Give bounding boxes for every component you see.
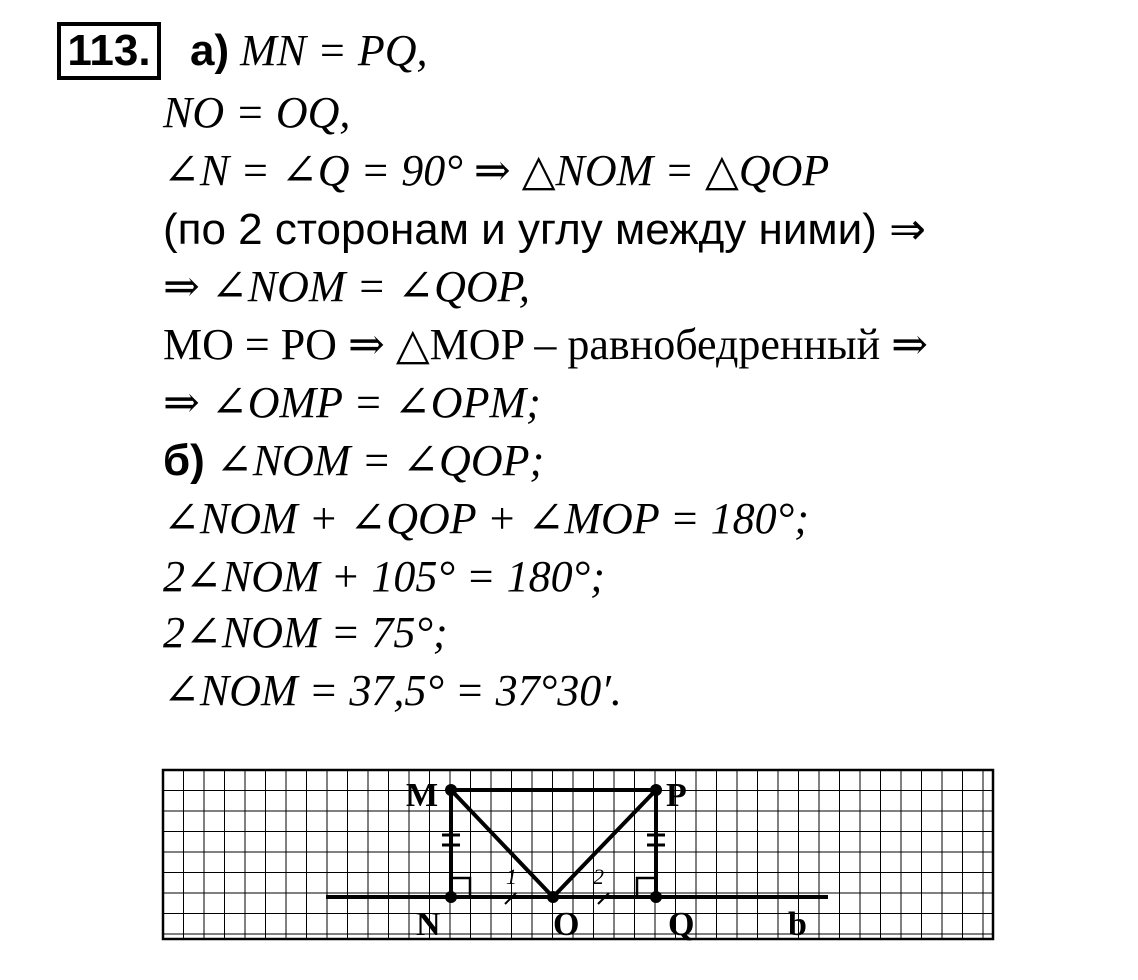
- solution-line-2: NO = OQ,: [163, 88, 351, 137]
- point-p: [650, 784, 662, 796]
- label-n: N: [416, 906, 441, 943]
- solution-line-5: ⇒ ∠NOM = ∠QOP,: [163, 262, 530, 311]
- label-line-b: b: [788, 906, 807, 943]
- solution-line-12: ∠NOM = 37,5° = 37°30′.: [163, 666, 622, 715]
- point-q: [650, 891, 662, 903]
- solution-line-7: ⇒ ∠OMP = ∠OPM;: [163, 378, 541, 427]
- solution-line-11: 2∠NOM = 75°;: [163, 608, 448, 657]
- label-p: P: [666, 777, 687, 814]
- solution-line-10: 2∠NOM + 105° = 180°;: [163, 552, 605, 601]
- solution-line-6: MO = PO ⇒ △MOP – равнобедренный ⇒: [163, 320, 928, 369]
- point-o: [547, 891, 559, 903]
- part-a-label: а): [190, 26, 230, 75]
- solution-line-4: (по 2 сторонам и углу между ними) ⇒: [163, 205, 926, 254]
- label-o: O: [553, 906, 580, 943]
- part-b-label: б): [163, 436, 205, 485]
- angle-2-label: 2: [593, 864, 604, 889]
- label-q: Q: [668, 906, 695, 943]
- angle-1-label: 1: [506, 864, 517, 889]
- solution-line-3: ∠N = ∠Q = 90° ⇒ △NOM = △QOP: [163, 146, 830, 195]
- equation: MN = PQ,: [240, 26, 428, 75]
- solution-line-9: ∠NOM + ∠QOP + ∠MOP = 180°;: [163, 494, 809, 543]
- segment-mo: [451, 790, 553, 897]
- equation: ∠NOM = ∠QOP;: [215, 436, 545, 485]
- label-m: M: [406, 777, 439, 814]
- segment-po: [553, 790, 656, 897]
- problem-number: 113.: [57, 22, 161, 80]
- point-m: [445, 784, 457, 796]
- point-n: [445, 891, 457, 903]
